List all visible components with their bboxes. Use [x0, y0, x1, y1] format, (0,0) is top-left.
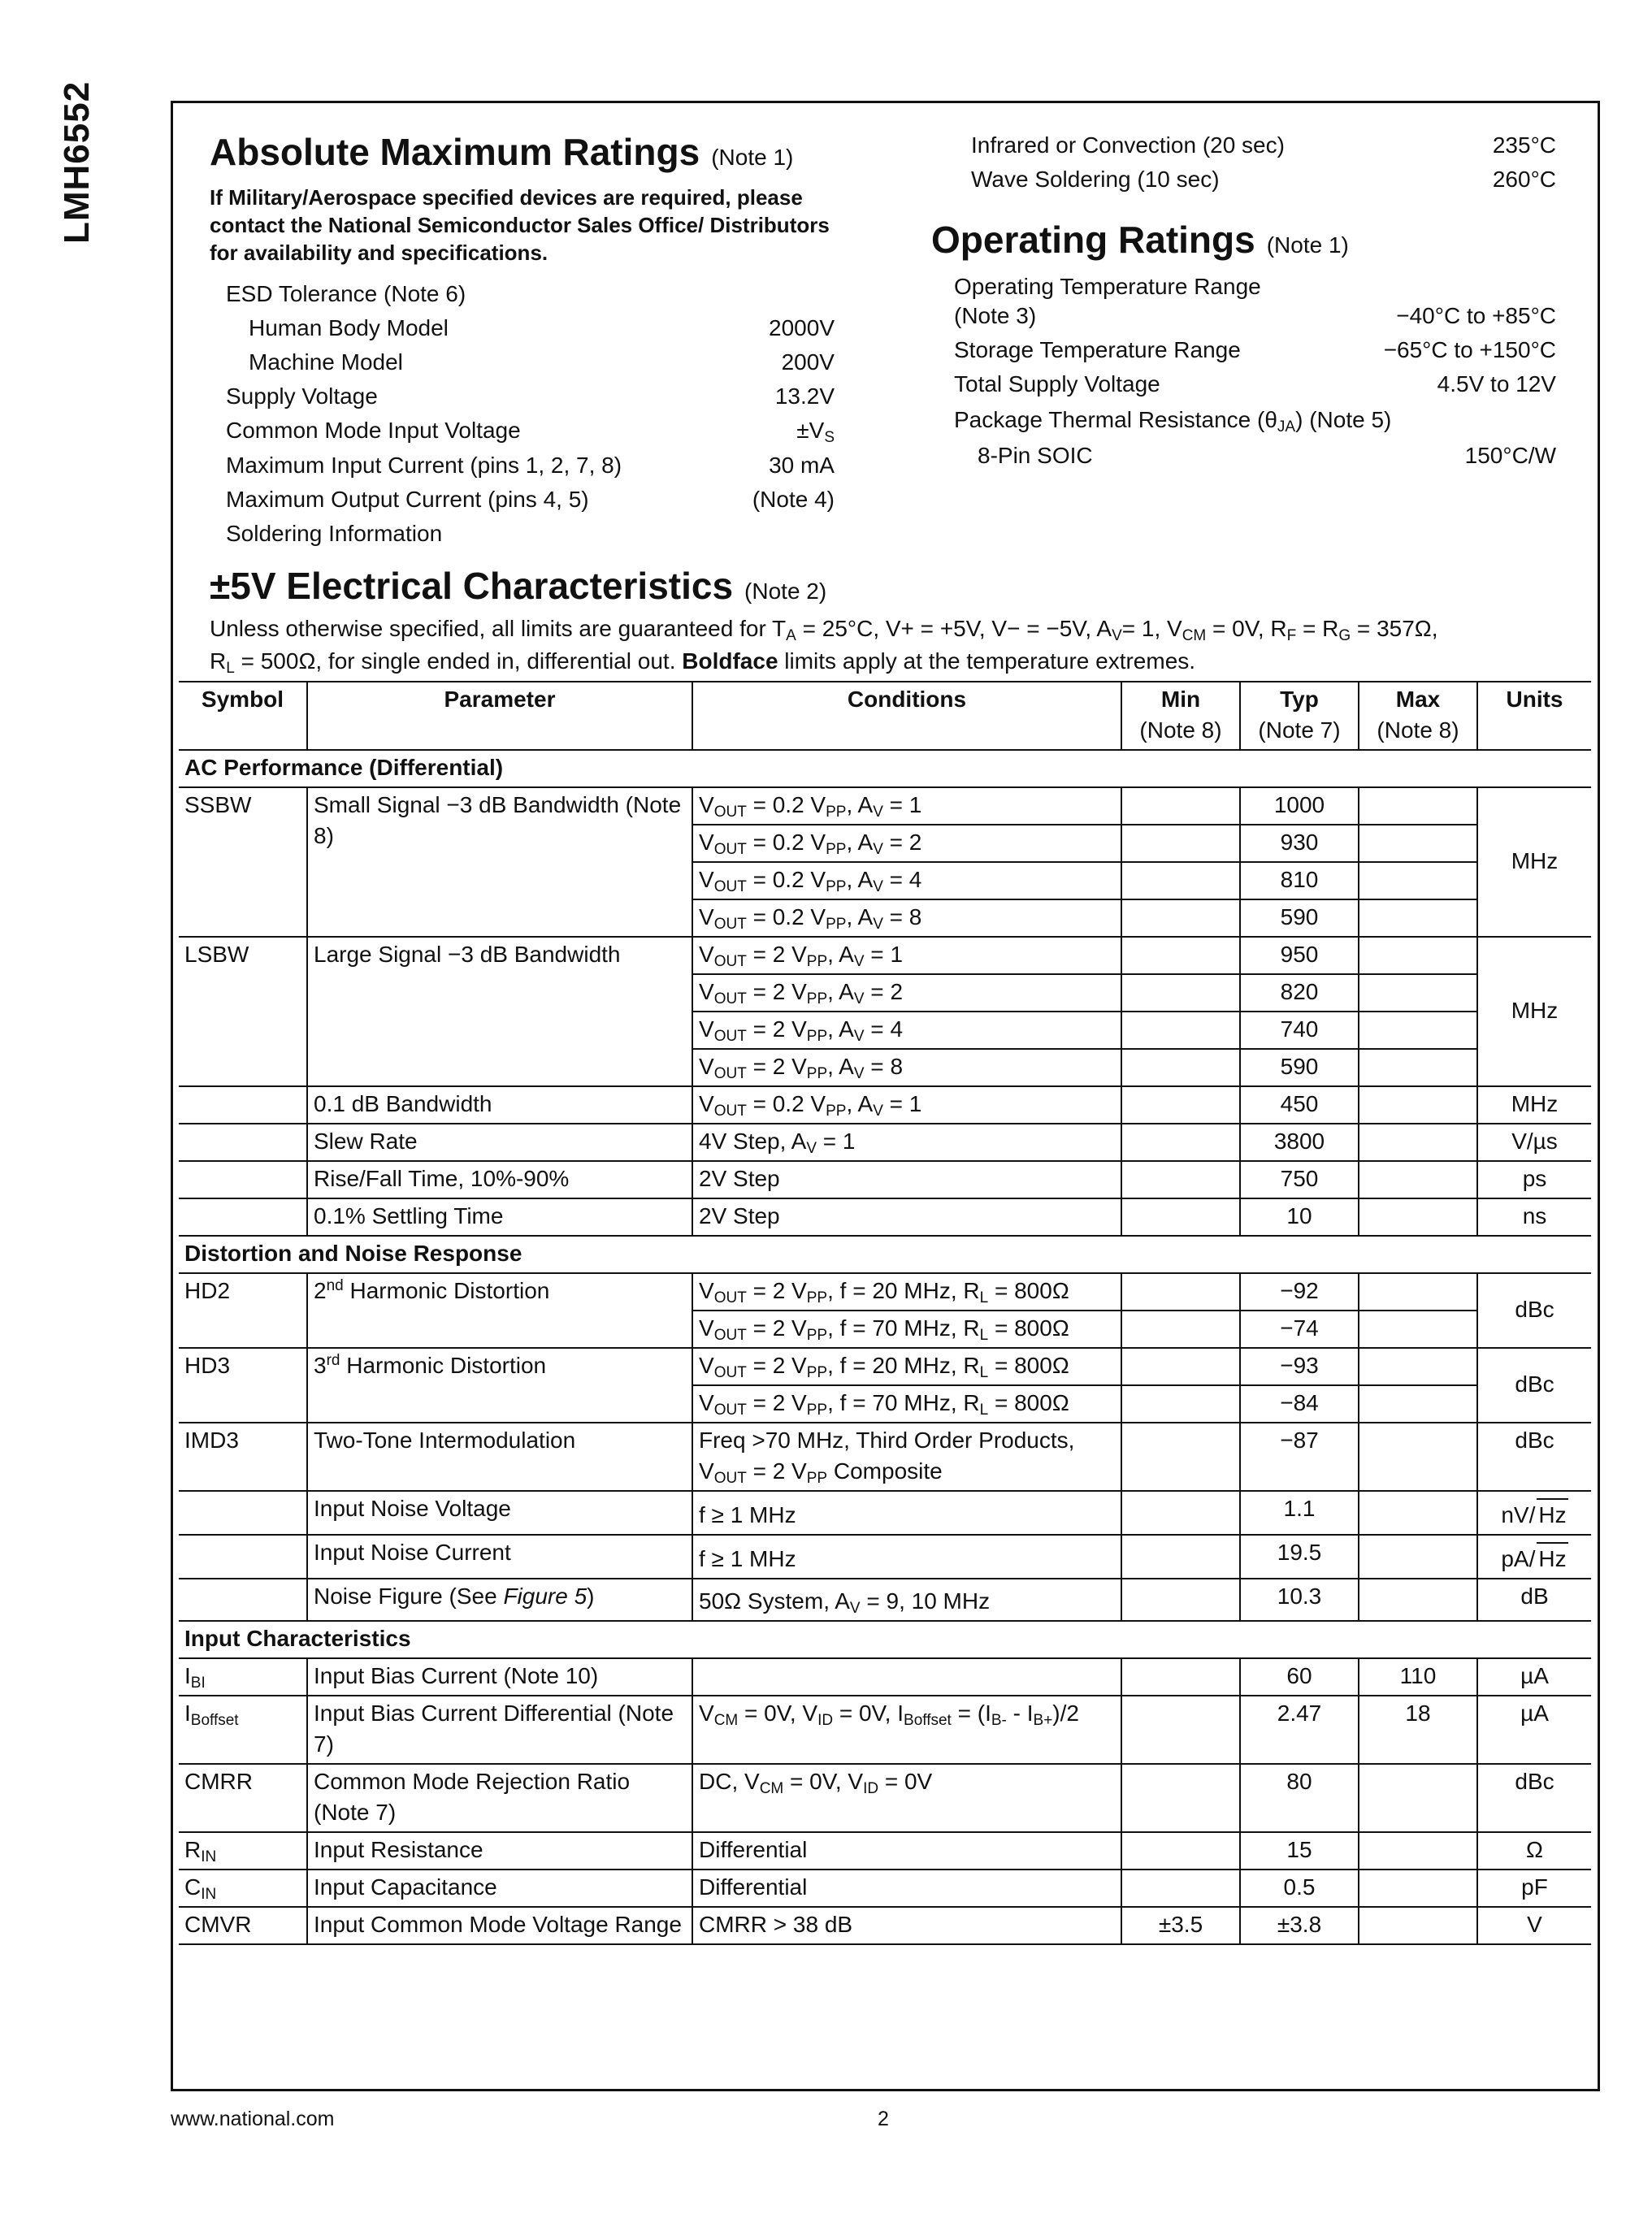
cond-cell: f ≥ 1 MHz	[692, 1535, 1121, 1579]
abs-max-label: Common Mode Input Voltage	[226, 418, 521, 443]
table-row	[179, 1124, 1591, 1161]
hd2-rows	[179, 1273, 1591, 1348]
op-ratings-title: Operating Ratings (Note 1)	[931, 219, 1349, 261]
elec-conditions: Unless otherwise specified, all limits are guaranteed for $T_A = 25^\circ C$, V+ = +5V, V− = −5V, $A_V= 1$, $V_{CM} = 0V$, $R_F = R_G = 357\Omega$, $R_L = 500\Omega$, for single ended in, differential out. Boldface limits apply at the temperature extremes.	[210, 616, 1438, 677]
table-row	[179, 1832, 1591, 1870]
footer-url[interactable]: www.national.com	[171, 2108, 335, 2130]
soldering-wave-label: Wave Soldering (10 sec)	[971, 167, 1220, 192]
typ-cell: 950	[1240, 937, 1359, 974]
symbol-cell: $R_{IN}$	[179, 1832, 307, 1870]
min-cell: ±3.5	[1121, 1907, 1240, 1944]
typ-cell: 1000	[1240, 787, 1359, 825]
typ-cell: −84	[1240, 1385, 1359, 1423]
table-row	[179, 1161, 1591, 1198]
units-cell: MHz	[1477, 1086, 1591, 1124]
units-cell: V/µs	[1477, 1124, 1591, 1161]
soic-label: 8-Pin SOIC	[978, 443, 1093, 468]
cond-cell: $V_{OUT} = 2$ $V_{PP}$, f = 70 MHz, $R_L = 800\Omega$	[692, 1385, 1121, 1423]
thermal-resistance-label: Package Thermal Resistance $(\theta_{JA})$ (Note 5)	[954, 407, 1392, 435]
table-row	[179, 1086, 1591, 1124]
soldering-ir-label: Infrared or Convection (20 sec)	[971, 132, 1285, 158]
table-row	[179, 1535, 1591, 1579]
op-temp-value: −40°C to +85°C	[1396, 303, 1556, 328]
abs-max-value: (Note 4)	[752, 487, 835, 512]
symbol-cell: $C_{IN}$	[179, 1870, 307, 1907]
typ-cell: −74	[1240, 1311, 1359, 1348]
storage-temp-label: Storage Temperature Range	[954, 337, 1241, 362]
units-cell: dBc	[1477, 1764, 1591, 1832]
cond-cell: $V_{OUT} = 2$ $V_{PP}$, f = 20 MHz, $R_L = 800\Omega$	[692, 1348, 1121, 1385]
cond-cell: $V_{OUT} = 2$ $V_{PP}$, f = 20 MHz, $R_L = 800\Omega$	[692, 1273, 1121, 1311]
soldering-wave-value: 260°C	[1492, 167, 1556, 192]
typ-cell: −87	[1240, 1423, 1359, 1491]
storage-temp-value: −65°C to +150°C	[1383, 337, 1556, 362]
table-row	[179, 1870, 1591, 1907]
abs-max-label: Maximum Output Current (pins 4, 5)	[226, 487, 589, 512]
units-cell: dBc	[1477, 1423, 1591, 1491]
units-cell: ps	[1477, 1161, 1591, 1198]
typ-cell: 740	[1240, 1012, 1359, 1049]
cond-cell: 50Ω System, $A_V = 9$, 10 MHz	[692, 1579, 1121, 1621]
param-cell: 2nd Harmonic Distortion	[307, 1273, 692, 1348]
cond-cell: Differential	[692, 1870, 1121, 1907]
param-cell: Input Noise Voltage	[307, 1491, 692, 1535]
param-cell: Small Signal −3 dB Bandwidth (Note 8)	[307, 787, 692, 937]
units-cell: µA	[1477, 1658, 1591, 1696]
units-cell: dBc	[1477, 1273, 1591, 1348]
abs-max-label: Maximum Input Current (pins 1, 2, 7, 8)	[226, 453, 622, 478]
param-cell: Input Capacitance	[307, 1870, 692, 1907]
typ-cell: 15	[1240, 1832, 1359, 1870]
header-symbol: Symbol	[179, 682, 307, 750]
table-row	[179, 1764, 1591, 1832]
header-typ: Typ (Note 7)	[1240, 682, 1359, 750]
symbol-cell: HD3	[179, 1348, 307, 1423]
param-cell: 0.1% Settling Time	[307, 1198, 692, 1236]
abs-max-label: ESD Tolerance (Note 6)	[226, 281, 466, 306]
typ-cell: 80	[1240, 1764, 1359, 1832]
symbol-cell: CMVR	[179, 1907, 307, 1944]
table-row	[179, 1491, 1591, 1535]
section-row	[179, 750, 1591, 787]
cond-cell: $V_{OUT} = 2$ $V_{PP}$, $A_V = 1$	[692, 937, 1121, 974]
cond-cell: $V_{OUT} = 2$ $V_{PP}$, $A_V = 8$	[692, 1049, 1121, 1086]
elec-title: ±5V Electrical Characteristics (Note 2)	[210, 565, 827, 607]
cond-cell: $V_{OUT} = 0.2$ $V_{PP}$, $A_V = 1$	[692, 787, 1121, 825]
symbol-cell: CMRR	[179, 1764, 307, 1832]
typ-cell: ±3.8	[1240, 1907, 1359, 1944]
typ-cell: 10	[1240, 1198, 1359, 1236]
abs-max-value: $\pm V_S$	[796, 418, 835, 446]
param-cell: Input Noise Current	[307, 1535, 692, 1579]
typ-cell: 10.3	[1240, 1579, 1359, 1621]
param-cell: Noise Figure (See Figure 5)	[307, 1579, 692, 1621]
soic-value: 150°C/W	[1464, 443, 1556, 468]
abs-max-value: 13.2V	[774, 383, 835, 409]
symbol-cell: HD2	[179, 1273, 307, 1348]
ssbw-rows	[179, 787, 1591, 937]
table-row	[179, 1348, 1591, 1385]
param-cell: Common Mode Rejection Ratio (Note 7)	[307, 1764, 692, 1832]
header-min: Min (Note 8)	[1121, 682, 1240, 750]
cond-cell: $V_{OUT} = 0.2$ $V_{PP}$, $A_V = 2$	[692, 825, 1121, 862]
typ-cell: −93	[1240, 1348, 1359, 1385]
abs-max-value: 2000V	[769, 315, 835, 340]
military-notice: If Military/Aerospace specified devices are required, please contact the National Semiconductor Sales Office/ Distributors for availability and specifications.	[210, 185, 830, 265]
cond-cell: 4V Step, $A_V = 1$	[692, 1124, 1121, 1161]
cond-cell: $V_{OUT} = 0.2$ $V_{PP}$, $A_V = 8$	[692, 899, 1121, 937]
table-row	[179, 1696, 1591, 1764]
op-temp-label: Operating Temperature Range	[954, 274, 1261, 299]
typ-cell: 590	[1240, 899, 1359, 937]
param-cell: 0.1 dB Bandwidth	[307, 1086, 692, 1124]
table-row	[179, 787, 1591, 825]
units-cell: pA/ Hz	[1477, 1535, 1591, 1579]
units-cell: MHz	[1477, 937, 1591, 1086]
table-row	[179, 1579, 1591, 1621]
table-header-row	[179, 682, 1591, 750]
param-cell: Input Common Mode Voltage Range	[307, 1907, 692, 1944]
abs-max-title: Absolute Maximum Ratings (Note 1)	[210, 131, 794, 173]
abs-max-label: Supply Voltage	[226, 383, 378, 409]
max-cell: 18	[1359, 1696, 1477, 1764]
typ-cell: 820	[1240, 974, 1359, 1012]
supply-voltage-label: Total Supply Voltage	[954, 371, 1160, 396]
cond-cell: 2V Step	[692, 1198, 1121, 1236]
abs-max-label: Machine Model	[249, 349, 403, 375]
param-cell: Input Resistance	[307, 1832, 692, 1870]
units-cell: nV/ Hz	[1477, 1491, 1591, 1535]
hd3-rows	[179, 1348, 1591, 1423]
abs-max-label: Soldering Information	[226, 521, 443, 546]
cond-cell: Freq >70 MHz, Third Order Products, $V_{OUT} = 2$ $V_{PP}$ Composite	[692, 1423, 1121, 1491]
header-max: Max (Note 8)	[1359, 682, 1477, 750]
symbol-cell: SSBW	[179, 787, 307, 937]
cond-cell: $V_{OUT} = 2$ $V_{PP}$, $A_V = 4$	[692, 1012, 1121, 1049]
section-row	[179, 1236, 1591, 1273]
abs-max-value: 30 mA	[769, 453, 835, 478]
header-parameter: Parameter	[307, 682, 692, 750]
cond-cell: $V_{OUT} = 0.2$ $V_{PP}$, $A_V = 1$	[692, 1086, 1121, 1124]
units-cell: MHz	[1477, 787, 1591, 937]
symbol-cell: IMD3	[179, 1423, 307, 1491]
header-conditions: Conditions	[692, 682, 1121, 750]
abs-max-label: Human Body Model	[249, 315, 449, 340]
table-row	[179, 1423, 1591, 1491]
cond-cell: $V_{CM} = 0V$, $V_{ID} = 0V$, $I_{Boffset} = (I_{B-} - I_{B+})/2$	[692, 1696, 1121, 1764]
typ-cell: 930	[1240, 825, 1359, 862]
header-units: Units	[1477, 682, 1591, 750]
table-row	[179, 1198, 1591, 1236]
param-cell: Input Bias Current (Note 10)	[307, 1658, 692, 1696]
section-ac-title: AC Performance (Differential)	[179, 750, 1591, 787]
units-cell: dB	[1477, 1579, 1591, 1621]
typ-cell: 450	[1240, 1086, 1359, 1124]
symbol-cell: $I_{BI}$	[179, 1658, 307, 1696]
units-cell: pF	[1477, 1870, 1591, 1907]
typ-cell: 590	[1240, 1049, 1359, 1086]
param-cell: 3rd Harmonic Distortion	[307, 1348, 692, 1423]
typ-cell: 60	[1240, 1658, 1359, 1696]
param-cell: Large Signal −3 dB Bandwidth	[307, 937, 692, 1086]
table-row	[179, 1907, 1591, 1944]
side-title: LMH6552	[57, 80, 97, 244]
op-temp-note: (Note 3)	[954, 303, 1037, 328]
max-cell: 110	[1359, 1658, 1477, 1696]
cond-cell: f ≥ 1 MHz	[692, 1491, 1121, 1535]
param-cell: Rise/Fall Time, 10%-90%	[307, 1161, 692, 1198]
cond-cell: $V_{OUT} = 2$ $V_{PP}$, $A_V = 2$	[692, 974, 1121, 1012]
param-cell: Two-Tone Intermodulation	[307, 1423, 692, 1491]
typ-cell: 1.1	[1240, 1491, 1359, 1535]
abs-max-value: 200V	[781, 349, 835, 375]
typ-cell: 810	[1240, 862, 1359, 899]
typ-cell: 750	[1240, 1161, 1359, 1198]
units-cell: ns	[1477, 1198, 1591, 1236]
typ-cell: 3800	[1240, 1124, 1359, 1161]
section-input-title: Input Characteristics	[179, 1621, 1591, 1658]
cond-cell: DC, $V_{CM} = 0V$, $V_{ID} = 0V$	[692, 1764, 1121, 1832]
page-number: 2	[878, 2108, 889, 2130]
section-dist-title: Distortion and Noise Response	[179, 1236, 1591, 1273]
param-cell: Input Bias Current Differential (Note 7)	[307, 1696, 692, 1764]
cond-cell: CMRR > 38 dB	[692, 1907, 1121, 1944]
cond-cell: 2V Step	[692, 1161, 1121, 1198]
electrical-characteristics-table	[179, 681, 1591, 1945]
cond-cell: $V_{OUT} = 0.2$ $V_{PP}$, $A_V = 4$	[692, 862, 1121, 899]
param-cell: Slew Rate	[307, 1124, 692, 1161]
typ-cell: 2.47	[1240, 1696, 1359, 1764]
table-row	[179, 1273, 1591, 1311]
symbol-cell: $I_{Boffset}$	[179, 1696, 307, 1764]
cond-cell: Differential	[692, 1832, 1121, 1870]
units-cell: V	[1477, 1907, 1591, 1944]
cond-cell: $V_{OUT} = 2$ $V_{PP}$, f = 70 MHz, $R_L = 800\Omega$	[692, 1311, 1121, 1348]
typ-cell: 19.5	[1240, 1535, 1359, 1579]
symbol-cell: LSBW	[179, 937, 307, 1086]
soldering-ir-value: 235°C	[1492, 132, 1556, 158]
units-cell: Ω	[1477, 1832, 1591, 1870]
table-row	[179, 1658, 1591, 1696]
units-cell: dBc	[1477, 1348, 1591, 1423]
supply-voltage-value: 4.5V to 12V	[1437, 371, 1556, 396]
units-cell: µA	[1477, 1696, 1591, 1764]
typ-cell: 0.5	[1240, 1870, 1359, 1907]
section-row	[179, 1621, 1591, 1658]
lsbw-rows	[179, 937, 1591, 1086]
typ-cell: −92	[1240, 1273, 1359, 1311]
table-row	[179, 937, 1591, 974]
